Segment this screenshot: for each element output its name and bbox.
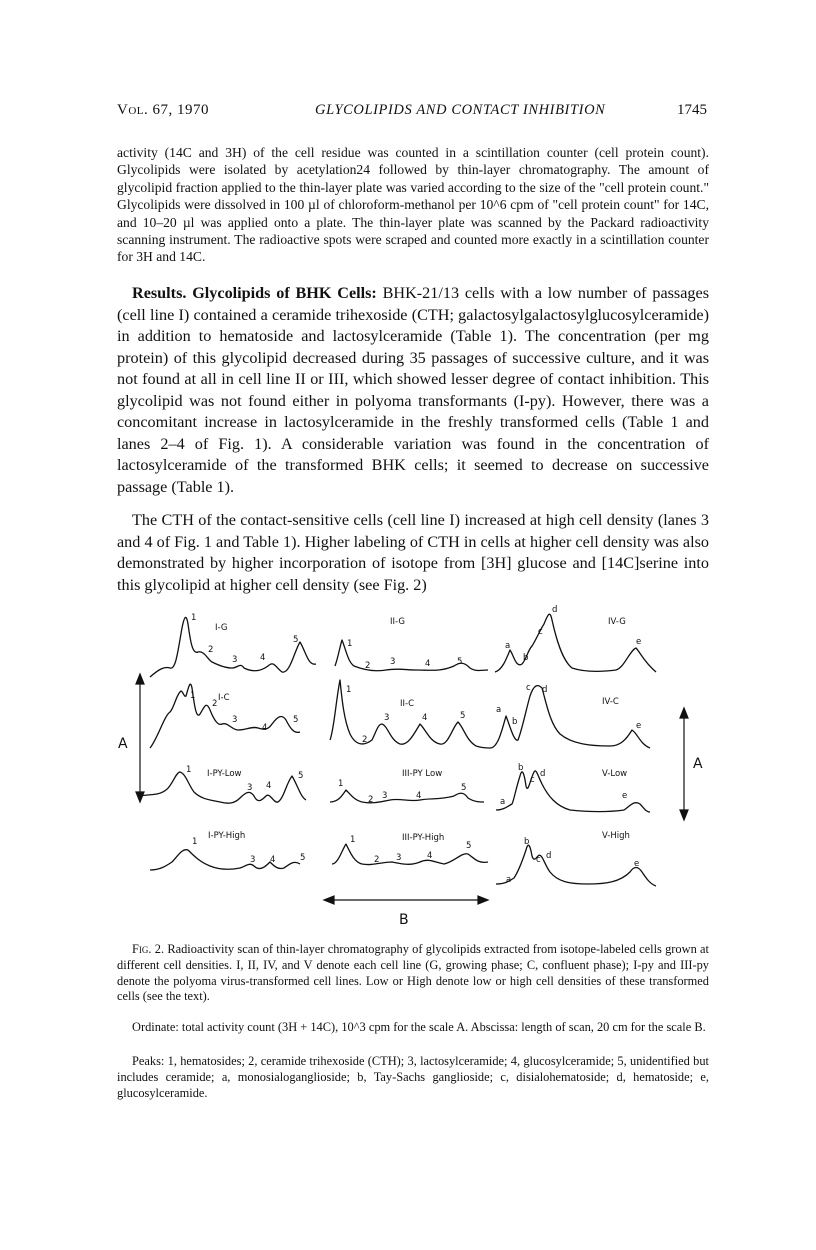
results-subheading: Glycolipids of BHK Cells: <box>192 284 377 302</box>
results-heading: Results. <box>132 284 187 302</box>
panel-I-G <box>150 613 316 677</box>
panel-III-PY-High <box>332 833 488 865</box>
results-paragraph-1-text: BHK-21/13 cells with a low number of passages (cell line I) contained a ceramide trihexoside (CTH; galactosylgalactosylglucosylceramide) in addition to hematoside and lactosylceramide (Table 1). The concentration (per mg protein) of this glycolipid decreased during 35 passages of successive culture, and it was not found at all in cell line II or III, which showed lesser degree of contact inhibition. This glycolipid was not found either in polyoma transformants (I-py). However, there was a concomitant increase in lactosylceramide in the freshly transformed cells (Table 1 and lanes 2–4 of Fig. 1). A considerable variation was found in the concentration of lactosylceramide of the transformed BHK cells; it seemed to decrease on successive passage (Table 1). <box>117 284 709 496</box>
peak-label: 4 <box>427 851 433 861</box>
peak-label: d <box>542 685 548 695</box>
scale-a-label-right: A <box>693 756 703 772</box>
panel-II-C <box>330 680 490 748</box>
peak-label: 3 <box>382 791 388 801</box>
panel-label: III-PY Low <box>402 769 443 779</box>
peak-label: 5 <box>460 711 466 721</box>
peak-label: 1 <box>346 685 352 695</box>
panel-I-PY-Low <box>140 765 306 803</box>
peak-label: a <box>500 797 506 807</box>
peak-label: 3 <box>247 783 253 793</box>
peak-label: a <box>506 875 512 885</box>
panel-label: II-G <box>390 617 405 627</box>
peak-label: e <box>622 791 628 801</box>
peak-label: 4 <box>266 781 272 791</box>
panel-IV-C <box>490 683 650 748</box>
scale-b <box>324 896 488 928</box>
peak-label: 1 <box>347 639 353 649</box>
peak-label: 3 <box>396 853 402 863</box>
scale-b-label: B <box>399 912 409 928</box>
figure-caption <box>117 942 709 1005</box>
peak-label: b <box>518 763 524 773</box>
peak-label: 3 <box>232 655 238 665</box>
panel-label: V-Low <box>602 769 628 779</box>
peak-label: c <box>530 775 535 785</box>
peak-label: 1 <box>192 837 198 847</box>
peak-label: 1 <box>350 835 356 845</box>
peak-label: a <box>496 705 502 715</box>
peak-label: 2 <box>368 795 374 805</box>
scale-a-left <box>118 674 144 802</box>
panel-I-PY-High <box>150 831 305 870</box>
peak-label: 4 <box>422 713 428 723</box>
peak-label: 5 <box>298 771 304 781</box>
journal-volume: Vol. 67, 1970 <box>117 102 209 118</box>
peak-label: 4 <box>270 855 276 865</box>
panel-label: I-PY-High <box>208 831 246 841</box>
panel-II-G <box>335 617 488 671</box>
panel-label: III-PY-High <box>402 833 445 843</box>
peak-label: b <box>512 717 518 727</box>
panel-label: I-C <box>218 693 230 703</box>
scale-a-right <box>680 708 703 820</box>
peak-label: 3 <box>390 657 396 667</box>
caption-label: Fig. 2. <box>132 942 165 956</box>
peak-label: 2 <box>374 855 380 865</box>
panel-IV-G <box>495 605 656 672</box>
panel-label: I-G <box>215 623 228 633</box>
peak-label: d <box>552 605 558 615</box>
peak-label: 4 <box>425 659 431 669</box>
peak-label: 4 <box>416 791 422 801</box>
figure-2 <box>110 600 710 940</box>
methods-paragraph: activity (14C and 3H) of the cell residue was counted in a scintillation counter (cell protein count). Glycolipids were isolated by acetylation24 followed by thin-layer chromatography. The amount of glycolipid fraction applied to the thin-layer plate was varied according to the size of the "cell protein count." Glycolipids were dissolved in 100 µl of chloroform-methanol per 10^6 cpm of "cell protein count" for 14C, and 10–20 µl was applied onto a plate. The thin-layer plate was scanned by the Packard radioactivity scanning instrument. The radioactive spots were scraped and counted more exactly in a scintillation counter for 3H and 14C. <box>117 145 709 265</box>
panel-V-High <box>496 831 656 886</box>
peak-label: d <box>546 851 552 861</box>
results-paragraph-2: The CTH of the contact-sensitive cells (cell line I) increased at high cell density (lanes 3 and 4 of Fig. 1 and Table 1). Higher labeling of CTH in cells at higher cell density was also demonstrated by higher incorporation of isotope from [3H] glucose and [14C]serine into this glycolipid at higher cell density (see Fig. 2) <box>117 511 709 594</box>
panel-III-PY-Low <box>330 769 484 805</box>
peak-label: d <box>540 769 546 779</box>
caption-peaks: Peaks: 1, hematosides; 2, ceramide trihexoside (CTH); 3, lactosylceramide; 4, glucosylceramide; 5, unidentified but includes ceramide; a, monosialoganglioside; b, Tay-Sachs ganglioside; c, disialohematoside; d, hematoside; e, glucosylceramide. <box>117 1054 709 1100</box>
caption-text: Radioactivity scan of thin-layer chromatography of glycolipids extracted from isotope-labeled cells grown at different cell densities. I, II, IV, and V denote each cell line (G, growing phase; C, confluent phase); I-py and III-py denote the polyoma virus-transformed cell lines. Low or High denote low or high cell densities of these transformed cells (see the text). <box>117 942 709 1004</box>
panel-label: II-C <box>400 699 415 709</box>
peak-label: 1 <box>191 613 197 623</box>
peak-label: c <box>526 683 531 693</box>
peak-label: 5 <box>293 635 299 645</box>
peak-label: 1 <box>338 779 344 789</box>
peak-label: b <box>524 837 530 847</box>
peak-label: e <box>634 859 640 869</box>
peak-label: 5 <box>293 715 299 725</box>
panel-label: I-PY-Low <box>207 769 242 779</box>
peak-label: 3 <box>384 713 390 723</box>
peak-label: 1 <box>186 765 192 775</box>
peak-label: 2 <box>365 661 371 671</box>
peak-label: a <box>505 641 511 651</box>
scale-a-label: A <box>118 736 128 752</box>
panel-I-C <box>150 684 300 748</box>
peak-label: e <box>636 637 642 647</box>
peak-label: 3 <box>250 855 256 865</box>
peak-label: 2 <box>212 699 218 709</box>
peak-label: 5 <box>457 657 463 667</box>
peak-label: 1 <box>190 691 196 701</box>
panel-label: V-High <box>602 831 630 841</box>
peak-label: c <box>536 855 541 865</box>
panel-label: IV-C <box>602 697 619 707</box>
panel-V-Low <box>496 763 650 812</box>
panel-label: IV-G <box>608 617 626 627</box>
running-title: GLYCOLIPIDS AND CONTACT INHIBITION <box>315 102 606 118</box>
peak-label: 2 <box>208 645 214 655</box>
peak-label: c <box>538 627 543 637</box>
peak-label: 5 <box>300 853 306 863</box>
peak-label: 4 <box>260 653 266 663</box>
results-paragraph-1 <box>117 283 709 498</box>
running-header <box>117 102 707 124</box>
peak-label: b <box>523 653 529 663</box>
page-number: 1745 <box>677 102 707 118</box>
peak-label: e <box>636 721 642 731</box>
peak-label: 2 <box>362 735 368 745</box>
caption-ordinate: Ordinate: total activity count (3H + 14C), 10^3 cpm for the scale A. Abscissa: length of scan, 20 cm for the scale B. <box>132 1020 706 1034</box>
peak-label: 3 <box>232 715 238 725</box>
peak-label: 5 <box>466 841 472 851</box>
peak-label: 5 <box>461 783 467 793</box>
peak-label: 4 <box>262 723 268 733</box>
